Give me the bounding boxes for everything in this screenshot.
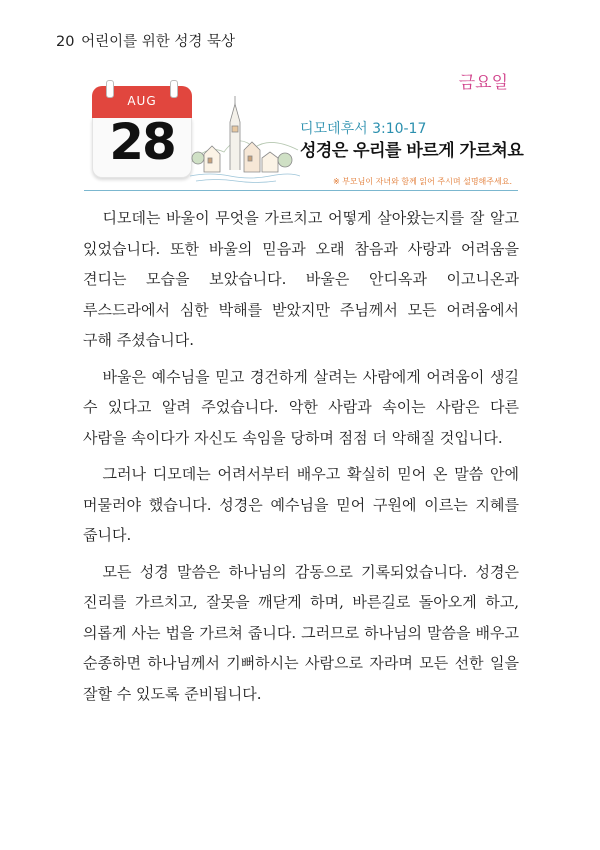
title-divider [84, 190, 518, 191]
calendar-icon [92, 80, 192, 178]
body-paragraph: 바울은 예수님을 믿고 경건하게 살려는 사람에게 어려움이 생길 수 있다고 알려 주었습니다. 악한 사람과 속이는 사람은 다른 사람을 속이다가 자신도 속임을 당하며 점점 더 악해질 것입니다. [83, 367, 519, 447]
scripture-reference: 디모데후서 3:10-17 [300, 121, 427, 137]
body-paragraph: 디모데는 바울이 무엇을 가르치고 어떻게 살아왔는지를 잘 알고 있었습니다. 또한 바울의 믿음과 오래 참음과 사랑과 어려움을 견디는 모습을 보았습니다. 바울은 안디옥과 이고니온과 루스드라에서 심한 박해를 받았지만 주님께서 모든 어려움에서 구해 주셨습니다. [83, 209, 519, 349]
town-illustration [190, 92, 300, 184]
body-paragraph: 그러나 디모데는 어려서부터 배우고 확실히 믿어 온 말씀 안에 머물러야 했습니다. 성경은 예수님을 믿어 구원에 이르는 지혜를 줍니다. [83, 465, 519, 544]
devotional-body [83, 203, 519, 715]
body-paragraph: 모든 성경 말씀은 하나님의 감동으로 기록되었습니다. 성경은 진리를 가르치고, 잘못을 깨닫게 하며, 바른길로 돌아오게 하고, 의롭게 사는 법을 가르쳐 줍니다. 그러므로 하나님의 말씀을 배우고 순종하면 하나님께서 기뻐하시는 사람으로 자라며 모든 선한 일을 잘할 수 있도록 준비됩니다. [83, 562, 519, 703]
running-head [56, 30, 235, 51]
parent-note: ※ 부모님이 자녀와 함께 읽어 주시며 설명해주세요. [332, 177, 512, 186]
weekday-label: 금요일 [458, 73, 508, 93]
calendar-date: 28 [109, 113, 175, 171]
page-number: 20 [56, 34, 75, 50]
calendar-month: AUG [127, 94, 157, 108]
lesson-title: 성경은 우리를 바르게 가르쳐요 [300, 141, 524, 161]
book-title: 어린이를 위한 성경 묵상 [81, 34, 235, 50]
